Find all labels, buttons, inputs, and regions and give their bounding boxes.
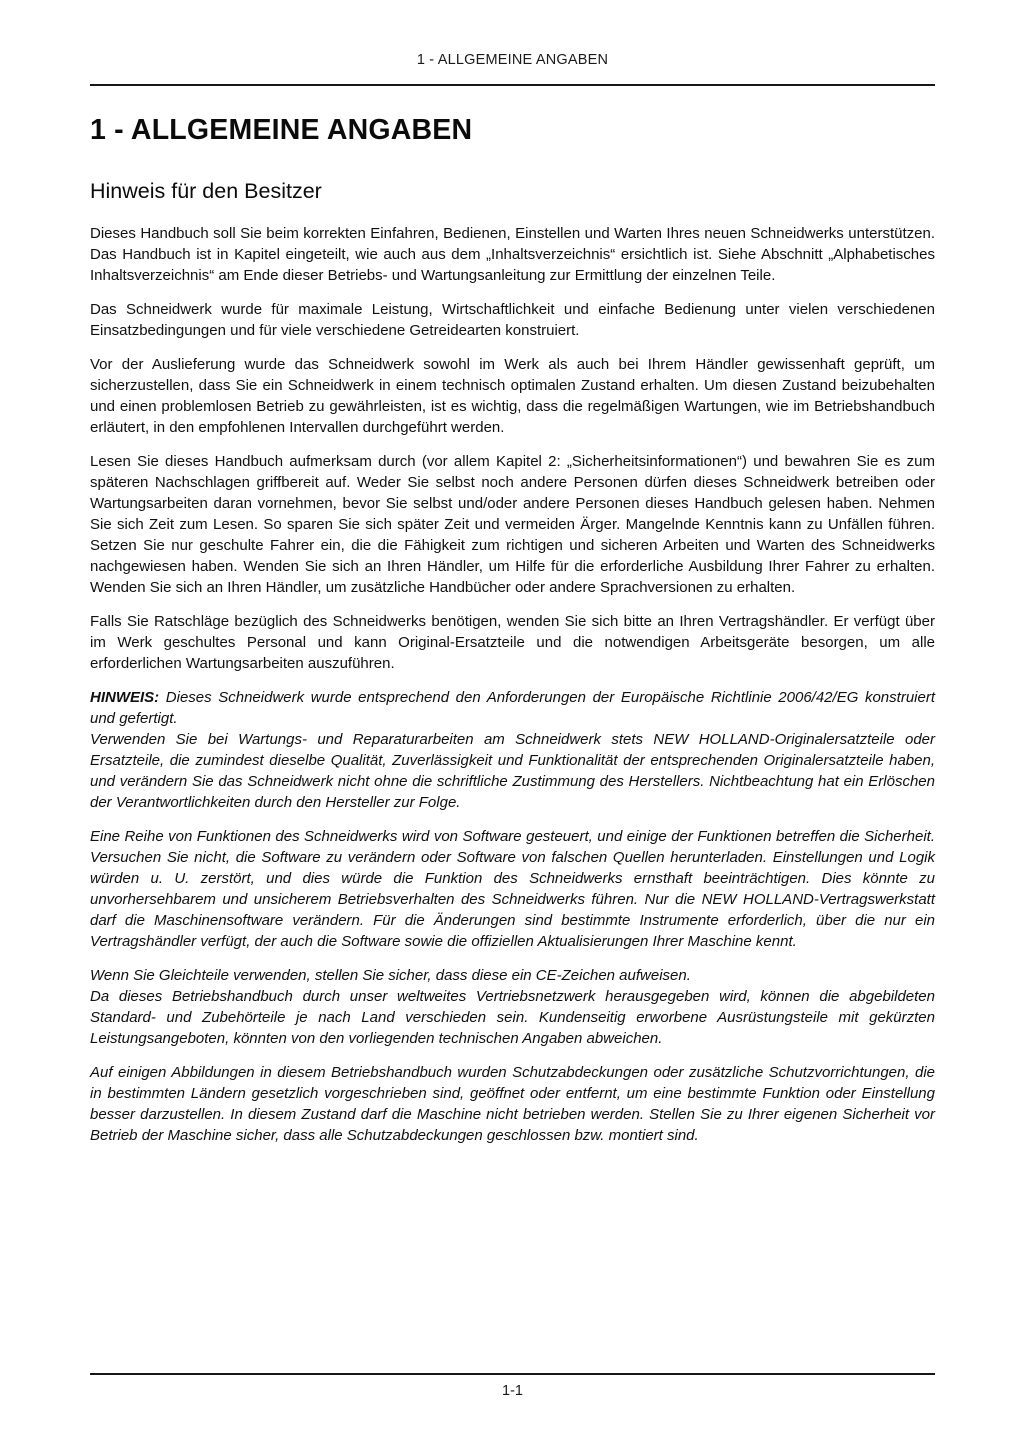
page-content: [0, 114, 1024, 1146]
notice-line-1: Dieses Schneidwerk wurde entsprechend den Anforderungen der Europäische Richtlinie 2006/42/EG konstruiert und gefertigt.: [90, 689, 935, 727]
notice-paragraph: [90, 687, 935, 813]
page-number: 1-1: [502, 1383, 523, 1399]
chapter-title: 1 - ALLGEMEINE ANGABEN: [90, 114, 473, 146]
intro-paragraph-3: Vor der Auslieferung wurde das Schneidwerk sowohl im Werk als auch bei Ihrem Händler gewissenhaft geprüft, um sicherzustellen, dass Sie ein Schneidwerk in einem technisch optimalen Zustand erhalten. Um diesen Zustand beizubehalten und einen problemlosen Betrieb zu gewährleisten, ist es wichtig, dass die regelmäßigen Wartungen, wie im Betriebshandbuch erläutert, in den empfohlenen Intervallen durchgeführt werden.: [90, 356, 935, 436]
notice-label: HINWEIS:: [90, 689, 160, 706]
section-title: Hinweis für den Besitzer: [90, 179, 322, 203]
intro-paragraph-4: Lesen Sie dieses Handbuch aufmerksam durch (vor allem Kapitel 2: „Sicherheitsinformationen“) und bewahren Sie es zum späteren Nachschlagen griffbereit auf. Weder Sie selbst noch andere Personen dürfen dieses Schneidwerk betreiben oder Wartungsarbeiten daran vornehmen, bevor Sie selbst und/oder andere Personen dieses Handbuch gelesen haben. Nehmen Sie sich Zeit zum Lesen. So sparen Sie sich später Zeit und vermeiden Ärger. Mangelnde Kenntnis kann zu Unfällen führen. Setzen Sie nur geschulte Fahrer ein, die die Fähigkeit zum richtigen und sicheren Arbeiten und Warten des Schneidwerks nachgewiesen haben. Wenden Sie sich an Ihren Händler, um Hilfe für die erforderliche Ausbildung Ihrer Fahrer zu erhalten. Wenden Sie sich an Ihren Händler, um zusätzliche Handbücher oder andere Sprachversionen zu erhalten.: [90, 453, 935, 596]
ce-line-2: Da dieses Betriebshandbuch durch unser weltweites Vertriebsnetzwerk herausgegeben wird, können die abgebildeten Standard- und Zubehörteile je nach Land verschieden sein. Kundenseitig erworbene Ausrüstungsteile mit gekürzten Leistungsangeboten, könnten von den vorliegenden technischen Angaben abweichen.: [90, 988, 935, 1047]
header-rule: [90, 84, 935, 86]
page-header: [0, 0, 1024, 86]
ce-paragraph: [90, 965, 935, 1049]
ce-line-1: Wenn Sie Gleichteile verwenden, stellen Sie sicher, dass diese ein CE-Zeichen aufweisen.: [90, 967, 691, 984]
intro-paragraph-5: Falls Sie Ratschläge bezüglich des Schneidwerks benötigen, wenden Sie sich bitte an Ihren Vertragshändler. Er verfügt über im Werk geschultes Personal und kann Original-Ersatzteile und die notwendigen Arbeitsgeräte besorgen, um alle erforderlichen Wartungsarbeiten auszuführen.: [90, 613, 935, 672]
intro-paragraph-1: Dieses Handbuch soll Sie beim korrekten Einfahren, Bedienen, Einstellen und Warten Ihres neuen Schneidwerks unterstützen. Das Handbuch ist in Kapitel eingeteilt, wie auch aus dem „Inhaltsverzeichnis“ ersichtlich ist. Siehe Abschnitt „Alphabetisches Inhaltsverzeichnis“ am Ende dieser Betriebs- und Wartungsanleitung zur Ermittlung der einzelnen Teile.: [90, 225, 935, 284]
intro-paragraph-2: Das Schneidwerk wurde für maximale Leistung, Wirtschaftlichkeit und einfache Bedienung unter vielen verschiedenen Einsatzbedingungen und für viele verschiedene Getreidearten konstruiert.: [90, 301, 935, 339]
notice-line-2: Verwenden Sie bei Wartungs- und Reparaturarbeiten am Schneidwerk stets NEW HOLLAND-Originalersatzteile oder Ersatzteile, die zumindest dieselbe Qualität, Zuverlässigkeit und Funktionalität der entsprechenden Originalersatzteile haben, und verändern Sie das Schneidwerk nicht ohne die schriftliche Zustimmung des Herstellers. Nichtbeachtung hat ein Erlöschen der Verantwortlichkeiten durch den Hersteller zur Folge.: [90, 731, 935, 811]
software-paragraph: Eine Reihe von Funktionen des Schneidwerks wird von Software gesteuert, und einige der Funktionen betreffen die Sicherheit. Versuchen Sie nicht, die Software zu verändern oder Software von falschen Quellen herunterladen. Einstellungen und Logik würden u. U. zerstört, und dies würde die Funktion des Schneidwerks ernsthaft beeinträchtigen. Dies könnte zu unvorhersehbarem und unsicherem Betriebsverhalten des Schneidwerks führen. Nur die NEW HOLLAND-Vertragswerkstatt darf die Maschinensoftware verändern. Für die Änderungen sind bestimmte Instrumente erforderlich, über die nur ein Vertragshändler verfügt, der auch die Software sowie die offiziellen Aktualisierungen Ihrer Maschine kennt.: [90, 828, 935, 950]
running-header-text: 1 - ALLGEMEINE ANGABEN: [416, 52, 609, 68]
illustrations-paragraph: Auf einigen Abbildungen in diesem Betriebshandbuch wurden Schutzabdeckungen oder zusätzliche Schutzvorrichtungen, die in bestimmten Ländern gesetzlich vorgeschrieben sind, geöffnet oder entfernt, um eine bestimmte Funktion oder Einstellung besser darzustellen. In diesem Zustand darf die Maschine nicht betrieben werden. Stellen Sie zu Ihrer eigenen Sicherheit vor Betrieb der Maschine sicher, dass alle Schutzabdeckungen geschlossen bzw. montiert sind.: [90, 1064, 935, 1144]
page-footer: [90, 1373, 935, 1447]
